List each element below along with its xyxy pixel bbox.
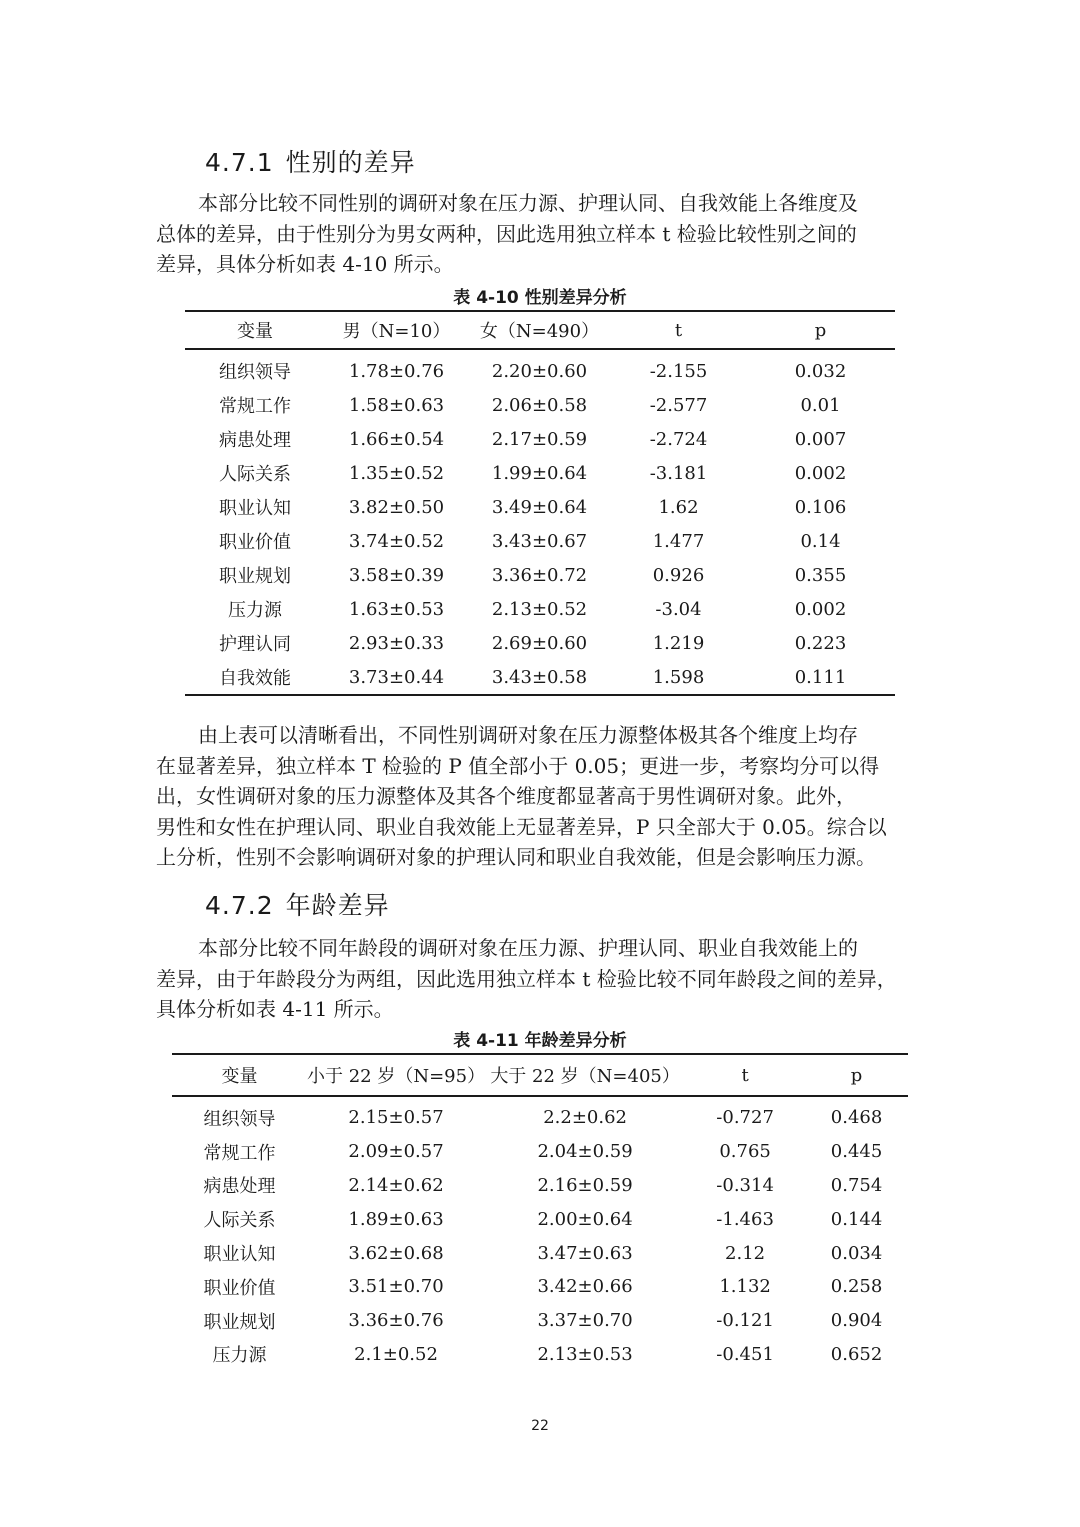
cell-p: 0.002 (794, 598, 847, 620)
cell-t: -0.314 (716, 1174, 774, 1196)
header-male: 男（N=10） (342, 321, 451, 342)
cell-variable: 护理认同 (219, 634, 291, 655)
cell-t: 1.477 (652, 530, 705, 552)
cell-group-b: 2.06±0.58 (491, 394, 588, 416)
cell-t: 1.132 (719, 1276, 771, 1298)
cell-p: 0.144 (830, 1208, 883, 1230)
paragraph-line: 差异，由于年龄段分为两组，因此选用独立样本 t 检验比较不同年龄段之间的差异， (156, 966, 897, 991)
table-row (185, 660, 895, 695)
cell-group-a: 3.62±0.68 (348, 1242, 444, 1264)
paragraph-line: 本部分比较不同年龄段的调研对象在压力源、护理认同、职业自我效能上的 (198, 936, 858, 960)
cell-group-a: 3.58±0.39 (348, 564, 445, 586)
header-female: 女（N=490） (479, 321, 600, 342)
table-row (185, 349, 895, 388)
section-title: 性别的差异 (285, 148, 416, 177)
cell-group-a: 2.15±0.57 (348, 1107, 444, 1129)
cell-group-b: 3.36±0.72 (491, 564, 588, 586)
cell-p: 0.904 (830, 1310, 883, 1332)
header-t: t (674, 319, 683, 341)
cell-variable: 压力源 (228, 600, 282, 621)
cell-p: 0.355 (794, 564, 847, 586)
paragraph-line: 出，女性调研对象的压力源整体及其各个维度都显著高于男性调研对象。此外， (156, 784, 856, 808)
table-row (185, 592, 895, 626)
paragraph-line: 具体分析如表 4-11 所示。 (156, 997, 394, 1021)
cell-p: 0.258 (830, 1276, 883, 1298)
cell-t: -3.181 (649, 462, 708, 484)
section-heading-gender (205, 143, 416, 179)
cell-group-a: 3.36±0.76 (348, 1310, 444, 1332)
cell-t: 1.219 (652, 632, 705, 654)
cell-group-b: 3.43±0.58 (491, 666, 588, 688)
cell-variable: 职业价值 (203, 1277, 276, 1299)
gender-intro-paragraph (156, 188, 926, 280)
table-row (172, 1338, 908, 1372)
cell-variable: 常规工作 (219, 396, 291, 417)
cell-group-b: 3.47±0.63 (537, 1242, 633, 1264)
table-row (172, 1270, 908, 1304)
cell-t: -2.577 (649, 394, 708, 416)
paragraph-line: 由上表可以清晰看出，不同性别调研对象在压力源整体极其各个维度上均存 (198, 723, 858, 747)
cell-variable: 组织领导 (219, 362, 291, 383)
cell-group-b: 3.49±0.64 (491, 496, 588, 518)
paragraph-line: 差异，具体分析如表 4-10 所示。 (156, 252, 454, 276)
cell-variable: 常规工作 (203, 1142, 276, 1164)
gender-conclusion-paragraph (156, 720, 926, 873)
table-caption-gender: 表 4-10 性别差异分析 (453, 288, 627, 308)
age-intro-paragraph (156, 933, 926, 1025)
table-row (172, 1202, 908, 1236)
header-variable: 变量 (237, 321, 273, 342)
table-row (172, 1169, 908, 1203)
page-number: 22 (531, 1418, 549, 1434)
cell-group-a: 2.09±0.57 (348, 1141, 444, 1163)
section-heading-age (205, 886, 390, 922)
table-header-row (185, 311, 895, 349)
cell-group-a: 1.35±0.52 (348, 462, 445, 484)
cell-group-b: 2.20±0.60 (491, 360, 588, 382)
cell-t: -3.04 (655, 598, 702, 620)
cell-t: 1.62 (658, 496, 699, 518)
cell-variable: 职业认知 (203, 1244, 276, 1266)
cell-group-b: 2.17±0.59 (491, 428, 588, 450)
cell-t: 0.765 (719, 1141, 771, 1163)
paragraph-line: 在显著差异，独立样本 T 检验的 P 值全部小于 0.05；更进一步，考察均分可以得 (156, 753, 880, 778)
cell-variable: 人际关系 (203, 1210, 276, 1232)
cell-variable: 病患处理 (203, 1176, 276, 1198)
cell-p: 0.14 (800, 530, 841, 552)
cell-t: -2.155 (649, 360, 708, 382)
cell-group-a: 3.51±0.70 (348, 1276, 444, 1298)
table-row (172, 1236, 908, 1270)
cell-group-b: 2.13±0.52 (491, 598, 588, 620)
paragraph-line: 上分析，性别不会影响调研对象的护理认同和职业自我效能，但是会影响压力源。 (156, 845, 876, 869)
table-row (185, 558, 895, 592)
paragraph-line: 总体的差异，由于性别分为男女两种，因此选用独立样本 t 检验比较性别之间的 (156, 221, 857, 246)
cell-variable: 压力源 (212, 1345, 267, 1367)
table-row (185, 524, 895, 558)
cell-group-a: 1.89±0.63 (348, 1208, 444, 1230)
cell-t: 0.926 (652, 564, 705, 586)
cell-group-b: 1.99±0.64 (491, 462, 588, 484)
cell-group-a: 2.14±0.62 (348, 1174, 444, 1196)
cell-variable: 职业价值 (219, 532, 291, 553)
cell-p: 0.111 (794, 666, 847, 688)
cell-t: -0.727 (716, 1107, 774, 1129)
cell-group-a: 3.73±0.44 (348, 666, 445, 688)
header-p: p (850, 1064, 863, 1086)
cell-group-b: 3.37±0.70 (537, 1310, 633, 1332)
table-row (185, 456, 895, 490)
cell-group-b: 2.04±0.59 (537, 1141, 633, 1163)
cell-t: 1.598 (652, 666, 705, 688)
cell-variable: 病患处理 (219, 430, 291, 451)
cell-p: 0.468 (830, 1107, 883, 1129)
paragraph-line: 男性和女性在护理认同、职业自我效能上无显著差异，P 只全部大于 0.05。综合以 (156, 814, 887, 839)
table-row (185, 422, 895, 456)
cell-variable: 职业认知 (219, 498, 291, 519)
cell-t: 2.12 (725, 1242, 766, 1264)
cell-variable: 职业规划 (219, 566, 291, 587)
header-over-22: 大于 22 岁（N=405） (490, 1066, 680, 1087)
cell-group-b: 2.16±0.59 (537, 1174, 633, 1196)
cell-group-a: 1.63±0.53 (348, 598, 445, 620)
cell-p: 0.01 (800, 394, 841, 416)
cell-p: 0.007 (794, 428, 847, 450)
cell-group-b: 3.43±0.67 (491, 530, 588, 552)
header-variable: 变量 (221, 1066, 258, 1087)
cell-p: 0.002 (794, 462, 847, 484)
cell-group-b: 2.00±0.64 (537, 1208, 633, 1230)
section-title: 年龄差异 (285, 891, 390, 920)
cell-p: 0.445 (830, 1141, 883, 1163)
table-row (185, 388, 895, 422)
section-number: 4.7.2 (205, 891, 274, 920)
table-row (172, 1096, 908, 1135)
header-t: t (741, 1064, 749, 1086)
cell-group-a: 2.93±0.33 (348, 632, 445, 654)
cell-p: 0.034 (830, 1242, 883, 1264)
cell-group-b: 3.42±0.66 (537, 1276, 633, 1298)
table-caption-age: 表 4-11 年龄差异分析 (453, 1031, 627, 1051)
paragraph-line: 本部分比较不同性别的调研对象在压力源、护理认同、自我效能上各维度及 (198, 191, 858, 215)
cell-t: -1.463 (716, 1208, 774, 1230)
cell-group-a: 1.58±0.63 (348, 394, 445, 416)
table-row (185, 490, 895, 524)
cell-p: 0.106 (794, 496, 847, 518)
cell-p: 0.223 (794, 632, 847, 654)
cell-variable: 人际关系 (219, 464, 291, 485)
cell-p: 0.652 (830, 1343, 883, 1365)
table-row (172, 1304, 908, 1338)
cell-group-a: 2.1±0.52 (354, 1343, 438, 1365)
table-row (172, 1135, 908, 1169)
cell-group-b: 2.2±0.62 (543, 1107, 627, 1129)
header-p: p (814, 319, 827, 341)
cell-t: -0.121 (716, 1310, 774, 1332)
cell-group-a: 1.78±0.76 (348, 360, 445, 382)
table-row (185, 626, 895, 660)
header-under-22: 小于 22 岁（N=95） (307, 1066, 486, 1087)
cell-group-b: 2.13±0.53 (537, 1343, 633, 1365)
table-header-row (172, 1054, 908, 1096)
age-difference-table (172, 1053, 908, 1371)
cell-t: -2.724 (649, 428, 708, 450)
cell-group-a: 3.74±0.52 (348, 530, 445, 552)
cell-p: 0.032 (794, 360, 847, 382)
cell-group-a: 3.82±0.50 (348, 496, 445, 518)
gender-difference-table (185, 310, 895, 696)
cell-variable: 组织领导 (203, 1108, 276, 1130)
cell-t: -0.451 (716, 1343, 774, 1365)
cell-variable: 自我效能 (219, 668, 291, 689)
cell-p: 0.754 (830, 1174, 883, 1196)
cell-variable: 职业规划 (203, 1311, 276, 1333)
cell-group-b: 2.69±0.60 (491, 632, 588, 654)
section-number: 4.7.1 (205, 148, 274, 177)
cell-group-a: 1.66±0.54 (348, 428, 445, 450)
